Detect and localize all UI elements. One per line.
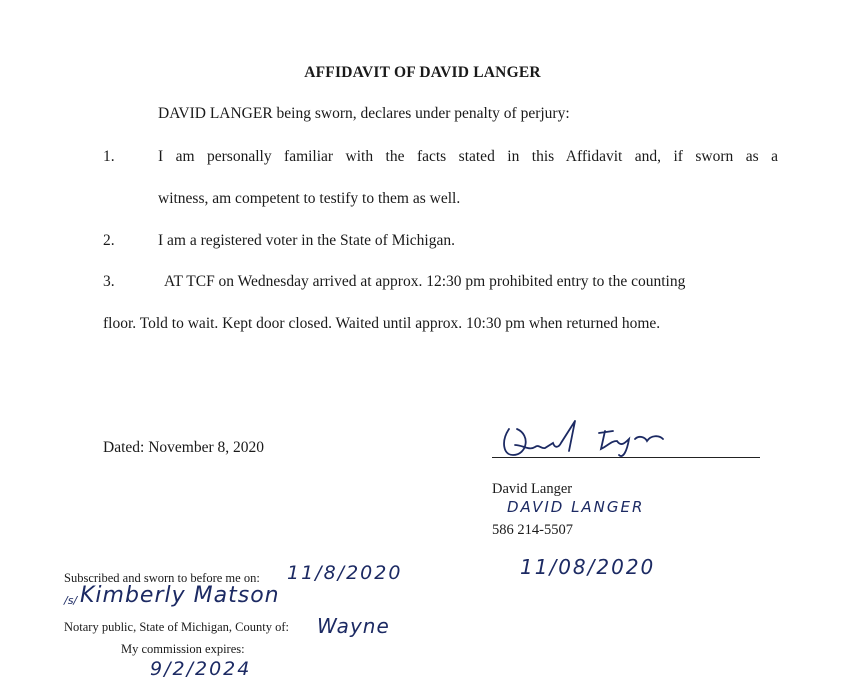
notary-sworn-date: 11/8/2020: [287, 562, 403, 584]
notary-signature-prefix: /s/: [64, 594, 78, 607]
intro-text: DAVID LANGER being sworn, declares under penalty of perjury:: [158, 105, 570, 122]
paragraph-3-line-2: floor. Told to wait. Kept door closed. Waited until approx. 10:30 pm when returned home.: [103, 315, 661, 332]
notary-commission-label: My commission expires:: [121, 642, 245, 656]
notary-sworn-label: Subscribed and sworn to before me on:: [64, 571, 260, 585]
paragraph-number-3: 3.: [103, 273, 115, 290]
paragraph-2-text: I am a registered voter in the State of Michigan.: [158, 232, 455, 249]
affiant-signature: [495, 415, 695, 460]
affiant-name: David Langer: [492, 481, 573, 497]
notary-county-label: Notary public, State of Michigan, County of:: [64, 620, 289, 634]
paragraph-number-2: 2.: [103, 232, 115, 249]
signature-line: [492, 457, 760, 458]
notary-county: Wayne: [317, 614, 390, 638]
paragraph-3-line-1: AT TCF on Wednesday arrived at approx. 12:30 pm prohibited entry to the counting: [164, 273, 686, 290]
affiant-handwritten-name: DAVID LANGER: [507, 498, 645, 516]
affiant-phone: 586 214-5507: [492, 522, 573, 538]
paragraph-1-line-2: witness, am competent to testify to them as well.: [158, 190, 461, 207]
paragraph-1-line-1: I am personally familiar with the facts stated in this Affidavit and, if sworn as a: [158, 148, 778, 165]
dated-line: Dated: November 8, 2020: [103, 439, 264, 456]
paragraph-number-1: 1.: [103, 148, 115, 165]
notary-signature: Kimberly Matson: [80, 583, 280, 608]
notary-commission-date: 9/2/2024: [150, 658, 252, 680]
affiant-handwritten-date: 11/08/2020: [520, 555, 656, 579]
document-title: AFFIDAVIT OF DAVID LANGER: [304, 64, 541, 81]
